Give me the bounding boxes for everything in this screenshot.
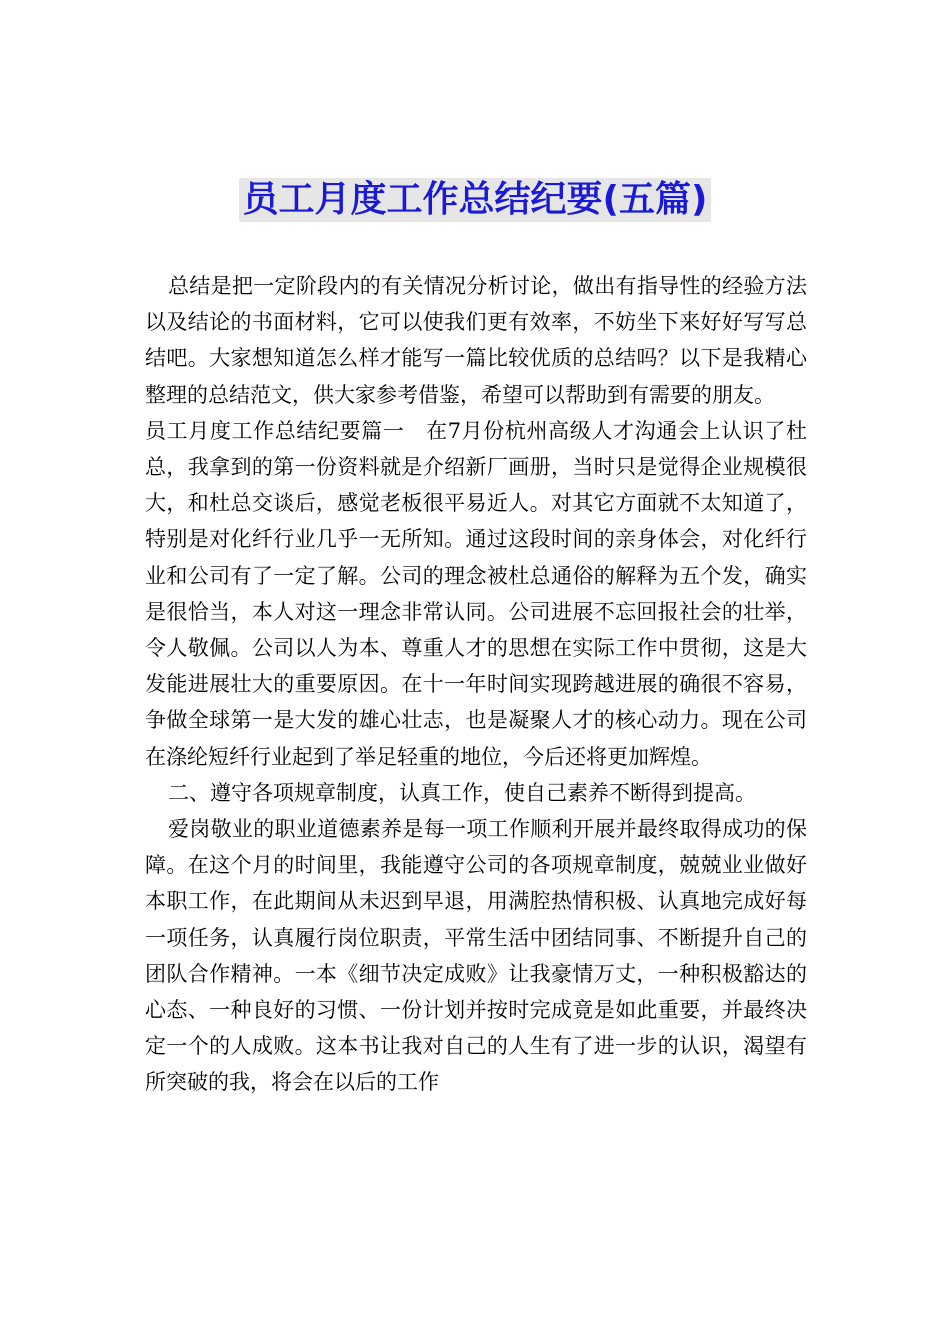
section-one-paragraph: 员工月度工作总结纪要篇一 在7月份杭州高级人才沟通会上认识了杜总，我拿到的第一份资料就是介绍新厂画册，当时只是觉得企业规模很大，和杜总交谈后，感觉老板很平易近人。对其它方面就不太知道了，特别是对化纤行业几乎一无所知。通过这段时间的亲身体会，对化纤行业和公司有了一定了解。公司的理念被杜总通俗的解释为五个发，确实是很恰当，本人对这一理念非常认同。公司进展不忘回报社会的壮举，令人敬佩。公司以人为本、尊重人才的思想在实际工作中贯彻，这是大发能进展壮大的重要原因。在十一年时间实现跨越进展的确很不容易，争做全球第一是大发的雄心壮志，也是凝聚人才的核心动力。现在公司在涤纶短纤行业起到了举足轻重的地位，今后还将更加辉煌。 [145, 418, 807, 769]
document-title: 员工月度工作总结纪要(五篇) [239, 178, 712, 222]
document-body [145, 268, 807, 1101]
title-container [0, 178, 950, 222]
intro-paragraph: 总结是把一定阶段内的有关情况分析讨论，做出有指导性的经验方法以及结论的书面材料，它可以使我们更有效率，不妨坐下来好好写写总结吧。大家想知道怎么样才能写一篇比较优质的总结吗？以下是我精心整理的总结范文，供大家参考借鉴，希望可以帮助到有需要的朋友。 [145, 274, 807, 407]
section-two-paragraph: 爱岗敬业的职业道德素养是每一项工作顺利开展并最终取得成功的保障。在这个月的时间里，我能遵守公司的各项规章制度，兢兢业业做好本职工作，在此期间从未迟到早退，用满腔热情积极、认真地完成好每一项任务，认真履行岗位职责，平常生活中团结同事、不断提升自己的团队合作精神。一本《细节决定成败》让我豪情万丈，一种积极豁达的心态、一种良好的习惯、一份计划并按时完成竟是如此重要，并最终决定一个的人成败。这本书让我对自己的人生有了进一步的认识，渴望有所突破的我，将会在以后的工作 [145, 817, 807, 1095]
section-two-heading: 二、遵守各项规章制度，认真工作，使自己素养不断得到提高。 [168, 780, 756, 805]
